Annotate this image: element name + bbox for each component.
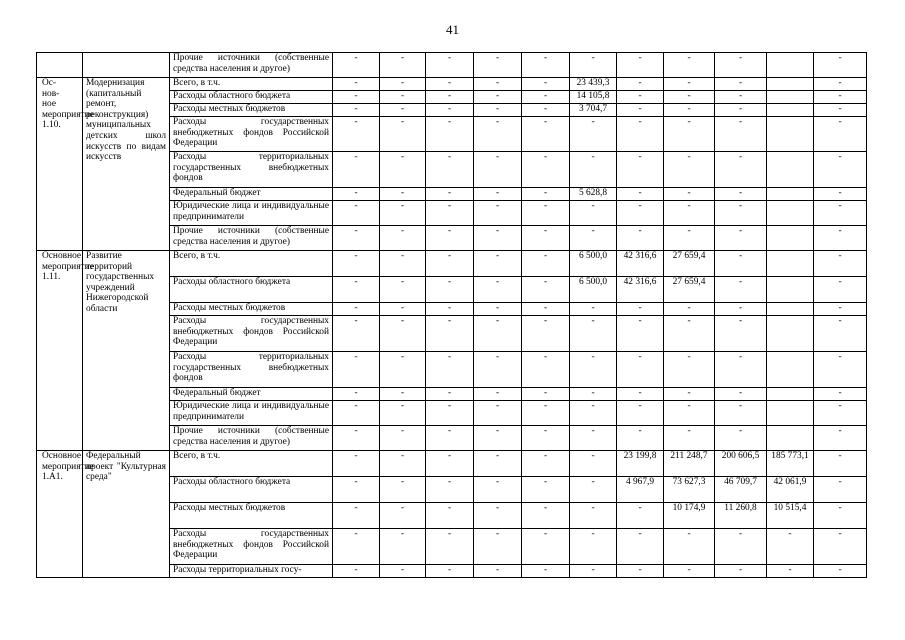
table-cell: 185 773,1 bbox=[767, 451, 814, 477]
table-cell: - bbox=[664, 303, 715, 316]
table-cell: 10 515,4 bbox=[767, 503, 814, 529]
table-cell: - bbox=[570, 388, 617, 401]
table-cell: - bbox=[570, 201, 617, 226]
table-cell: - bbox=[814, 401, 867, 426]
table-cell: - bbox=[380, 352, 426, 388]
table-cell: - bbox=[426, 303, 474, 316]
table-cell: - bbox=[570, 401, 617, 426]
table-cell: 42 316,6 bbox=[617, 251, 664, 277]
table-cell: - bbox=[474, 426, 522, 451]
table-cell: Прочие источники (собственные средства населения и другое) bbox=[170, 426, 333, 451]
table-cell: - bbox=[333, 316, 380, 352]
table-cell: - bbox=[333, 451, 380, 477]
table-cell: - bbox=[570, 426, 617, 451]
table-cell: - bbox=[664, 152, 715, 188]
table-cell: - bbox=[426, 503, 474, 529]
table-cell: - bbox=[715, 303, 767, 316]
table-cell: - bbox=[617, 78, 664, 91]
table-cell: - bbox=[617, 117, 664, 152]
table-cell: 3 704,7 bbox=[570, 104, 617, 117]
table-cell: Расходы областного бюджета bbox=[170, 91, 333, 104]
table-cell bbox=[37, 53, 83, 78]
table-cell: - bbox=[664, 117, 715, 152]
table-cell: - bbox=[426, 226, 474, 251]
table-cell: - bbox=[522, 277, 570, 303]
table-cell: 200 606,5 bbox=[715, 451, 767, 477]
table-cell: - bbox=[380, 503, 426, 529]
table-cell: - bbox=[333, 117, 380, 152]
table-cell bbox=[767, 316, 814, 352]
table-cell: - bbox=[426, 117, 474, 152]
table-cell: - bbox=[617, 503, 664, 529]
table-cell bbox=[767, 426, 814, 451]
table-cell: - bbox=[814, 188, 867, 201]
table-cell: - bbox=[333, 303, 380, 316]
table-cell: 42 061,9 bbox=[767, 477, 814, 503]
table-cell: - bbox=[814, 91, 867, 104]
table-cell: - bbox=[715, 388, 767, 401]
table-cell: - bbox=[333, 426, 380, 451]
table-cell: - bbox=[664, 78, 715, 91]
table-cell: Расходы местных бюджетов bbox=[170, 303, 333, 316]
table-cell: - bbox=[814, 201, 867, 226]
table-cell: - bbox=[474, 503, 522, 529]
table-cell: - bbox=[333, 91, 380, 104]
table-cell bbox=[767, 226, 814, 251]
table-cell: Расходы местных бюджетов bbox=[170, 503, 333, 529]
table-cell: Расходы областного бюджета bbox=[170, 277, 333, 303]
table-cell: 14 105,8 bbox=[570, 91, 617, 104]
table-cell: Юридические лица и индивидуальные предприниматели bbox=[170, 201, 333, 226]
table-cell: - bbox=[474, 565, 522, 578]
table-cell: - bbox=[522, 352, 570, 388]
table-cell: - bbox=[426, 152, 474, 188]
table-cell: - bbox=[617, 401, 664, 426]
table-cell: - bbox=[474, 201, 522, 226]
table-cell: - bbox=[380, 277, 426, 303]
table-cell: - bbox=[522, 303, 570, 316]
table-cell: - bbox=[814, 117, 867, 152]
table-cell: - bbox=[664, 104, 715, 117]
table-cell: - bbox=[814, 53, 867, 78]
table-cell: - bbox=[474, 477, 522, 503]
table-cell: - bbox=[333, 152, 380, 188]
table-cell: - bbox=[522, 477, 570, 503]
table-cell: - bbox=[715, 78, 767, 91]
table-cell: - bbox=[426, 104, 474, 117]
table-cell: - bbox=[380, 104, 426, 117]
table-cell: - bbox=[814, 426, 867, 451]
table-cell: - bbox=[474, 251, 522, 277]
table-cell: Юридические лица и индивидуальные предприниматели bbox=[170, 401, 333, 426]
table-cell: - bbox=[426, 388, 474, 401]
table-cell: - bbox=[426, 352, 474, 388]
table-row bbox=[37, 451, 867, 477]
table-cell: - bbox=[664, 53, 715, 78]
table-cell: Ос- нов- ное мероприятие 1.10. bbox=[37, 78, 83, 251]
table-cell: Расходы государственных внебюджетных фондов Российской Федерации bbox=[170, 117, 333, 152]
table-cell: - bbox=[474, 303, 522, 316]
table-cell: Федеральный проект "Культурная среда" bbox=[83, 451, 170, 578]
table-cell: - bbox=[426, 316, 474, 352]
table-cell: 5 628,8 bbox=[570, 188, 617, 201]
table-cell: - bbox=[522, 226, 570, 251]
table-cell: - bbox=[474, 91, 522, 104]
table-cell: - bbox=[522, 503, 570, 529]
table-cell: - bbox=[426, 426, 474, 451]
table-cell: - bbox=[715, 201, 767, 226]
table-cell: - bbox=[664, 316, 715, 352]
table-cell: - bbox=[570, 53, 617, 78]
table-cell: - bbox=[333, 565, 380, 578]
table-cell: Прочие источники (собственные средства населения и другое) bbox=[170, 53, 333, 78]
table-cell: - bbox=[715, 251, 767, 277]
table-cell bbox=[767, 53, 814, 78]
table-cell: - bbox=[570, 117, 617, 152]
table-cell: - bbox=[814, 477, 867, 503]
table-cell: - bbox=[814, 352, 867, 388]
table-cell: - bbox=[617, 152, 664, 188]
table-cell: - bbox=[664, 388, 715, 401]
table-cell: - bbox=[522, 401, 570, 426]
table-cell: - bbox=[664, 529, 715, 565]
table-cell: - bbox=[474, 352, 522, 388]
table-cell: - bbox=[814, 152, 867, 188]
table-cell: 6 500,0 bbox=[570, 251, 617, 277]
table-cell bbox=[767, 251, 814, 277]
table-cell: - bbox=[664, 401, 715, 426]
page-number: 41 bbox=[446, 22, 459, 37]
table-cell: - bbox=[333, 201, 380, 226]
table-cell: - bbox=[474, 78, 522, 91]
table-cell: Расходы территориальных госу- bbox=[170, 565, 333, 578]
table-cell: - bbox=[333, 104, 380, 117]
table-cell: - bbox=[333, 188, 380, 201]
table-cell: - bbox=[617, 316, 664, 352]
table-cell: - bbox=[426, 201, 474, 226]
table-cell: Всего, в т.ч. bbox=[170, 78, 333, 91]
table-cell: - bbox=[715, 529, 767, 565]
table-cell: - bbox=[570, 316, 617, 352]
table-cell bbox=[767, 277, 814, 303]
table-cell: - bbox=[380, 91, 426, 104]
table-cell: - bbox=[570, 451, 617, 477]
table-cell: - bbox=[522, 152, 570, 188]
table-cell: - bbox=[380, 152, 426, 188]
table-cell: - bbox=[522, 104, 570, 117]
table-cell: 211 248,7 bbox=[664, 451, 715, 477]
table-cell: - bbox=[617, 303, 664, 316]
table-cell: - bbox=[426, 251, 474, 277]
table-cell bbox=[767, 78, 814, 91]
table-cell: - bbox=[664, 426, 715, 451]
table-cell: - bbox=[380, 529, 426, 565]
table-cell: - bbox=[474, 316, 522, 352]
table-cell: - bbox=[664, 201, 715, 226]
table-cell bbox=[767, 117, 814, 152]
table-cell: Федеральный бюджет bbox=[170, 388, 333, 401]
table-row bbox=[37, 53, 867, 78]
table-body bbox=[37, 53, 867, 578]
table-cell: - bbox=[814, 388, 867, 401]
table-cell: - bbox=[474, 117, 522, 152]
table-cell: Расходы областного бюджета bbox=[170, 477, 333, 503]
table-cell: - bbox=[814, 104, 867, 117]
table-cell: - bbox=[570, 303, 617, 316]
table-cell: Модернизация (капитальный ремонт, реконструкция) муниципальных детских школ искусств по видам искусств bbox=[83, 78, 170, 251]
table-cell: - bbox=[715, 226, 767, 251]
table-cell: - bbox=[617, 104, 664, 117]
table-cell: - bbox=[570, 226, 617, 251]
table-cell: - bbox=[715, 401, 767, 426]
table-cell bbox=[767, 104, 814, 117]
table-cell: - bbox=[570, 503, 617, 529]
table-cell: - bbox=[617, 388, 664, 401]
table-cell: - bbox=[522, 451, 570, 477]
table-cell: - bbox=[814, 503, 867, 529]
table-cell: - bbox=[767, 565, 814, 578]
table-cell: - bbox=[380, 201, 426, 226]
table-cell: - bbox=[814, 529, 867, 565]
table-cell: - bbox=[380, 477, 426, 503]
table-cell: - bbox=[474, 152, 522, 188]
table-cell: - bbox=[715, 117, 767, 152]
table-cell: - bbox=[522, 91, 570, 104]
table-cell: - bbox=[617, 565, 664, 578]
table-cell: - bbox=[380, 426, 426, 451]
table-cell: 10 174,9 bbox=[664, 503, 715, 529]
table-cell: - bbox=[380, 226, 426, 251]
table-cell: - bbox=[664, 91, 715, 104]
table-cell: - bbox=[715, 152, 767, 188]
table-cell: - bbox=[474, 401, 522, 426]
table-cell: - bbox=[814, 277, 867, 303]
table-cell: - bbox=[715, 53, 767, 78]
table-cell: - bbox=[814, 78, 867, 91]
table-cell: - bbox=[333, 277, 380, 303]
table-cell: - bbox=[333, 529, 380, 565]
table-cell bbox=[767, 401, 814, 426]
table-cell: - bbox=[715, 426, 767, 451]
table-cell: - bbox=[715, 316, 767, 352]
table-cell: - bbox=[380, 565, 426, 578]
table-cell: - bbox=[715, 104, 767, 117]
table-cell bbox=[767, 388, 814, 401]
table-cell: - bbox=[522, 78, 570, 91]
table-cell: - bbox=[474, 188, 522, 201]
table-cell: - bbox=[333, 388, 380, 401]
table-cell: - bbox=[426, 188, 474, 201]
table-cell: - bbox=[522, 53, 570, 78]
table-cell: - bbox=[522, 388, 570, 401]
table-cell: Всего, в т.ч. bbox=[170, 251, 333, 277]
table-cell: - bbox=[380, 78, 426, 91]
table-cell: - bbox=[664, 565, 715, 578]
table-cell: - bbox=[814, 251, 867, 277]
table-cell: - bbox=[522, 117, 570, 152]
table-cell: - bbox=[380, 316, 426, 352]
table-cell: 42 316,6 bbox=[617, 277, 664, 303]
table-cell: - bbox=[380, 388, 426, 401]
table-cell: Основное мероприятие 1.А1. bbox=[37, 451, 83, 578]
table-cell: - bbox=[617, 91, 664, 104]
table-cell: - bbox=[333, 78, 380, 91]
table-cell: - bbox=[522, 188, 570, 201]
table-cell bbox=[83, 53, 170, 78]
table-cell: - bbox=[333, 226, 380, 251]
table-cell: Основное мероприятие 1.11. bbox=[37, 251, 83, 451]
table-cell: - bbox=[522, 426, 570, 451]
table-cell: 27 659,4 bbox=[664, 251, 715, 277]
funding-table bbox=[36, 52, 867, 578]
table-cell: 23 199,8 bbox=[617, 451, 664, 477]
table-cell bbox=[767, 201, 814, 226]
table-cell: - bbox=[522, 529, 570, 565]
table-cell: - bbox=[617, 201, 664, 226]
table-cell: - bbox=[380, 251, 426, 277]
table-cell: - bbox=[426, 91, 474, 104]
table-cell: - bbox=[570, 352, 617, 388]
table-cell: - bbox=[664, 352, 715, 388]
table-cell: - bbox=[426, 53, 474, 78]
table-cell: - bbox=[380, 303, 426, 316]
table-cell: - bbox=[814, 226, 867, 251]
table-cell: - bbox=[380, 188, 426, 201]
table-cell: - bbox=[380, 53, 426, 78]
table-cell: - bbox=[380, 401, 426, 426]
table-cell bbox=[767, 352, 814, 388]
table-cell: - bbox=[333, 352, 380, 388]
table-row bbox=[37, 251, 867, 277]
table-cell: - bbox=[474, 226, 522, 251]
table-cell: Прочие источники (собственные средства населения и другое) bbox=[170, 226, 333, 251]
table-cell: Расходы территориальных государственных внебюджетных фондов bbox=[170, 352, 333, 388]
table-cell: - bbox=[570, 565, 617, 578]
table-cell: Расходы государственных внебюджетных фондов Российской Федерации bbox=[170, 316, 333, 352]
table-cell: - bbox=[522, 251, 570, 277]
table-cell: - bbox=[474, 104, 522, 117]
table-cell: - bbox=[426, 401, 474, 426]
table-cell: - bbox=[617, 188, 664, 201]
table-cell: - bbox=[814, 451, 867, 477]
table-cell: - bbox=[522, 316, 570, 352]
table-cell: 6 500,0 bbox=[570, 277, 617, 303]
table-cell: Расходы местных бюджетов bbox=[170, 104, 333, 117]
table-cell: - bbox=[664, 226, 715, 251]
table-cell: - bbox=[333, 503, 380, 529]
table-cell: - bbox=[426, 529, 474, 565]
table-cell: - bbox=[474, 388, 522, 401]
table-cell: - bbox=[814, 303, 867, 316]
table-cell: - bbox=[333, 53, 380, 78]
table-cell: - bbox=[474, 529, 522, 565]
table-cell: 11 260,8 bbox=[715, 503, 767, 529]
table-cell: - bbox=[617, 53, 664, 78]
table-cell: Развитие территорий государственных учреждений Нижегородской области bbox=[83, 251, 170, 451]
table-cell: - bbox=[426, 277, 474, 303]
table-cell: 4 967,9 bbox=[617, 477, 664, 503]
table-cell: - bbox=[474, 451, 522, 477]
table-cell: 27 659,4 bbox=[664, 277, 715, 303]
table-cell: - bbox=[570, 529, 617, 565]
table-cell: - bbox=[814, 316, 867, 352]
table-cell bbox=[767, 91, 814, 104]
table-cell: Всего, в т.ч. bbox=[170, 451, 333, 477]
table-cell: - bbox=[522, 201, 570, 226]
table-cell: - bbox=[767, 529, 814, 565]
table-cell: - bbox=[617, 426, 664, 451]
table-cell: Федеральный бюджет bbox=[170, 188, 333, 201]
table-cell: - bbox=[474, 53, 522, 78]
table-cell: - bbox=[333, 477, 380, 503]
table-cell: Расходы территориальных государственных внебюджетных фондов bbox=[170, 152, 333, 188]
table-cell: - bbox=[474, 277, 522, 303]
table-cell: - bbox=[814, 565, 867, 578]
table-cell: - bbox=[664, 188, 715, 201]
table-cell bbox=[767, 303, 814, 316]
table-cell: - bbox=[522, 565, 570, 578]
table-cell: - bbox=[617, 352, 664, 388]
table-cell: - bbox=[380, 117, 426, 152]
table-cell: - bbox=[380, 451, 426, 477]
table-cell: - bbox=[426, 451, 474, 477]
table-cell bbox=[767, 152, 814, 188]
table-cell: 23 439,3 bbox=[570, 78, 617, 91]
table-cell bbox=[767, 188, 814, 201]
table-cell: 46 709,7 bbox=[715, 477, 767, 503]
table-cell: - bbox=[426, 565, 474, 578]
table-cell: - bbox=[617, 529, 664, 565]
table-cell: 73 627,3 bbox=[664, 477, 715, 503]
table-cell: - bbox=[715, 188, 767, 201]
table-cell: - bbox=[715, 277, 767, 303]
table-cell: - bbox=[426, 78, 474, 91]
table-cell: - bbox=[570, 477, 617, 503]
table-cell: - bbox=[617, 226, 664, 251]
table-cell: - bbox=[715, 565, 767, 578]
table-cell: - bbox=[715, 91, 767, 104]
table-cell: - bbox=[715, 352, 767, 388]
table-cell: - bbox=[570, 152, 617, 188]
table-cell: - bbox=[333, 401, 380, 426]
table-cell: - bbox=[333, 251, 380, 277]
table-row bbox=[37, 78, 867, 91]
table-cell: Расходы государственных внебюджетных фондов Российской Федерации bbox=[170, 529, 333, 565]
table-cell: - bbox=[426, 477, 474, 503]
